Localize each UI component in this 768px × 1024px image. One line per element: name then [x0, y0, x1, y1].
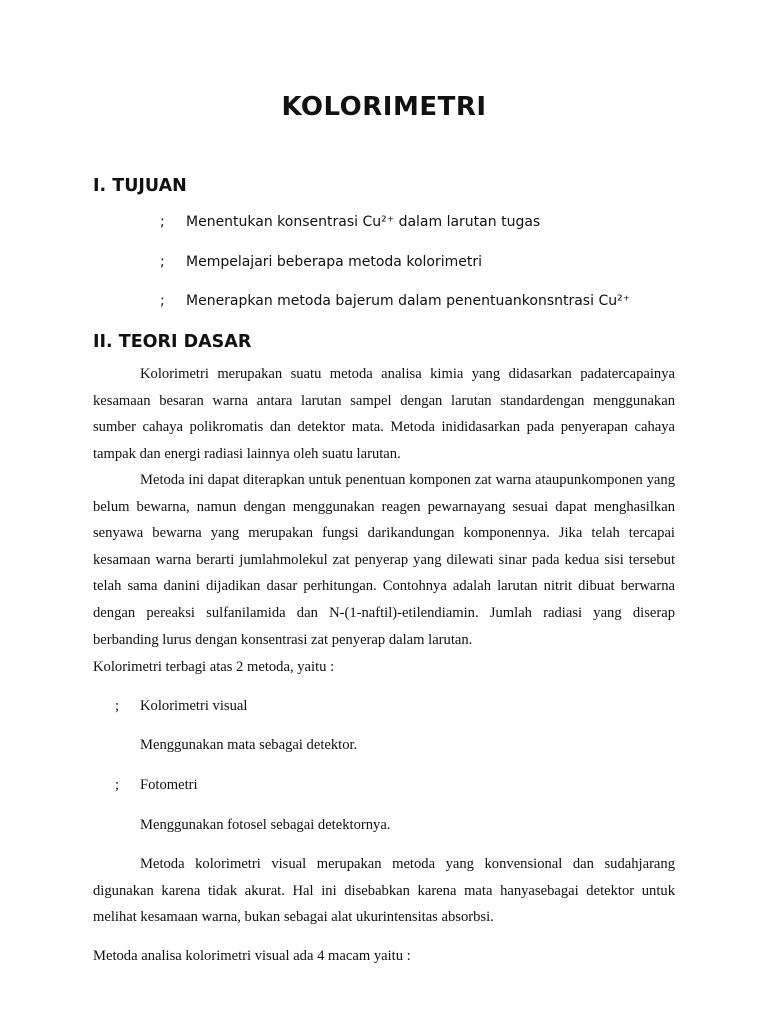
- document-title: KOLORIMETRI: [281, 92, 487, 122]
- bullet-marker: ;: [115, 777, 120, 793]
- visual-methods-intro: Metoda analisa kolorimetri visual ada 4 macam yaitu :: [93, 948, 411, 964]
- list-item-text: Menentukan konsentrasi Cu²⁺ dalam larutan tugas: [186, 214, 541, 230]
- list-item-text: Mempelajari beberapa metoda kolorimetri: [186, 254, 482, 270]
- list-item: [160, 214, 540, 230]
- bullet-marker: ;: [160, 254, 165, 270]
- bullet-marker: ;: [160, 214, 165, 230]
- method-name: Fotometri: [140, 777, 198, 793]
- bullet-marker: ;: [160, 293, 165, 309]
- method-name: Kolorimetri visual: [140, 698, 248, 714]
- section-heading-teori-dasar: II. TEORI DASAR: [93, 332, 252, 352]
- method-description: Menggunakan fotosel sebagai detektornya.: [140, 817, 391, 833]
- paragraph: Metoda ini dapat diterapkan untuk penentuan komponen zat warna ataupunkomponen yang belum bewarna, namun dengan menggunakan reagen pewarnayang sesuai dapat menghasilkan senyawa bewarna yang merupakan fungsi darikandungan komponennya. Jika telah tercapai kesamaan warna berarti jumlahmolekul zat penyerap yang dilewati sinar pada kedua sisi tersebut telah sama danini dijadikan dasar perhitungan. Contohnya adalah larutan nitrit dibuat berwarna dengan pereaksi sulfanilamida dan N-(1-naftil)-etilendiamin. Jumlah radiasi yang diserap berbanding lurus dengan konsentrasi zat penyerap dalam larutan.: [93, 472, 675, 648]
- method-description: Menggunakan mata sebagai detektor.: [140, 737, 358, 753]
- bullet-marker: ;: [115, 698, 120, 714]
- paragraph: Kolorimetri merupakan suatu metoda analisa kimia yang didasarkan padatercapainya kesamaan besaran warna antara larutan sampel dengan larutan standardengan menggunakan sumber cahaya polikromatis dan detektor mata. Metoda inididasarkan pada penyerapan cahaya tampak dan energi radiasi lainnya oleh suatu larutan.: [93, 366, 675, 462]
- methods-intro: Kolorimetri terbagi atas 2 metoda, yaitu :: [93, 659, 335, 675]
- paragraph: Metoda kolorimetri visual merupakan metoda yang konvensional dan sudahjarang digunakan karena tidak akurat. Hal ini disebabkan karena mata hanyasebagai detektor untuk melihat kesamaan warna, bukan sebagai alat ukurintensitas absorbsi.: [93, 856, 675, 926]
- list-item: [160, 293, 630, 309]
- list-item-text: Menerapkan metoda bajerum dalam penentuankonsntrasi Cu²⁺: [186, 293, 631, 309]
- section-heading-tujuan: I. TUJUAN: [93, 176, 187, 196]
- list-item: [160, 254, 482, 270]
